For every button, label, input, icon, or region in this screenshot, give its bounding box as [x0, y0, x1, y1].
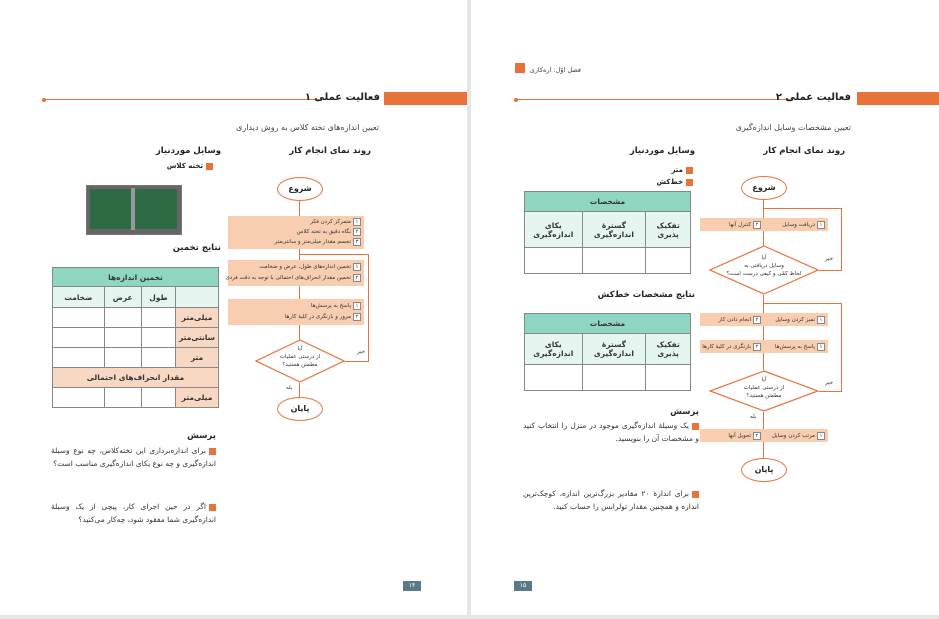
yes-label: بله	[286, 385, 293, 391]
results2-heading: نتایج مشخصات خط‌کش	[597, 290, 695, 300]
col-header: ضخامت	[53, 287, 105, 308]
table-header: تخمین اندازه‌ها	[53, 268, 219, 287]
specs-table-1	[524, 191, 691, 274]
chapter-label: فصل اوّل: اره‌کاری	[529, 66, 581, 74]
flow-start: شروع	[741, 176, 787, 200]
flow-box-1: ۱متمرکز کردن فکر ۲نگاه دقیق به تخته کلاس ۳تجسم مقدار میلی‌متر و سانتی‌متر	[228, 216, 364, 249]
title-bar	[384, 92, 467, 105]
bullet-icon	[692, 491, 699, 498]
decision-text: آیا از درستی عملیات مطمئن هستید؟	[279, 346, 321, 368]
questions-heading: پرسش	[187, 431, 216, 441]
row-header: میلی‌متر	[176, 388, 219, 408]
row-header: میلی‌متر	[176, 308, 219, 328]
col-header: یکای اندازه‌گیری	[525, 334, 583, 365]
col-header: تفکیک پذیری	[646, 212, 691, 248]
flow-row-4: ۱مرتب کردن وسایل ۲تحویل آنها	[700, 429, 828, 442]
flow-box-3: ۱پاسخ به پرسش‌ها ۲مرور و بازنگری در کلیهٔ کارها	[228, 299, 364, 325]
estimation-table	[52, 267, 219, 408]
tools-heading: وسایل موردنیاز	[155, 146, 221, 156]
question-2: اگر در حین اجرای کار، پیچی از یک وسیلهٔ اندازه‌گیری شما مفقود شود، چه‌کار می‌کنید؟	[51, 502, 216, 524]
row-header: متر	[176, 348, 219, 368]
tool-item: خط‌کش	[656, 178, 693, 186]
specs-table-2	[524, 313, 691, 391]
results-heading: نتایج تخمین	[172, 243, 221, 253]
left-page	[0, 0, 467, 615]
bullet-icon	[206, 163, 213, 170]
tool-item: تخته کلاس	[167, 162, 213, 170]
decision-1-text: آیا وسایل دریافتی به لحاظ کمّی و کیفی درست است؟	[726, 255, 802, 277]
yes-label: بله	[750, 414, 757, 420]
tools-heading: وسایل موردنیاز	[629, 146, 695, 156]
no-label: خیر	[357, 349, 366, 355]
col-header: عرض	[104, 287, 141, 308]
col-header: گسترهٔ اندازه‌گیری	[582, 212, 646, 248]
no-label: خیر	[825, 256, 834, 262]
flow-end: پایان	[741, 458, 787, 482]
flow-row-1: ۱دریافت وسایل ۲کنترل آنها	[700, 218, 828, 231]
question-2: برای اندازهٔ ۲۰ مقادیر بزرگ‌ترین اندازه، کوچک‌ترین اندازه و همچنین مقدار تولرانس را حساب کنید.	[523, 489, 699, 511]
col-header: طول	[141, 287, 175, 308]
bullet-icon	[209, 504, 216, 511]
page-number: ۱۵	[514, 581, 532, 591]
col-header: یکای اندازه‌گیری	[525, 212, 583, 248]
blackboard-image	[86, 185, 182, 235]
col-header: تفکیک پذیری	[646, 334, 691, 365]
decision-2-text: آیا از درستی عملیات مطمئن هستید؟	[743, 377, 785, 399]
questions-heading: پرسش	[670, 407, 699, 417]
flow-row-2: ۱تمیز کردن وسایل ۲انجام دادن کار	[700, 313, 828, 326]
title-rule	[44, 99, 326, 100]
activity-title: فعالیت عملی ۲	[775, 92, 851, 103]
deviation-header: مقدار انحراف‌های احتمالی	[53, 368, 219, 388]
question-1: یک وسیلهٔ اندازه‌گیری موجود در منزل را انتخاب کنید و مشخصات آن را بنویسید.	[523, 421, 699, 443]
col-header: گسترهٔ اندازه‌گیری	[582, 334, 646, 365]
table-header: مشخصات	[525, 192, 691, 212]
chapter-marker	[515, 63, 525, 73]
flow-box-2: ۱تخمین اندازه‌های طول، عرض و ضخامت ۲تخمین مقدار انحراف‌های احتمالی با توجه به دقت فردی	[228, 260, 364, 286]
activity-subtitle: تعیین اندازه‌های تخته کلاس به روش دیداری	[236, 123, 379, 132]
question-1: برای اندازه‌برداری این تخته‌کلاس، چه نوع وسیلهٔ اندازه‌گیری و چه نوع یکای اندازه‌گیری مناسب است؟	[51, 446, 216, 468]
activity-subtitle: تعیین مشخصات وسایل اندازه‌گیری	[735, 123, 851, 132]
no-label: خیر	[825, 380, 834, 386]
title-bar	[857, 92, 939, 105]
flow-row-3: ۱پاسخ به پرسش‌ها ۲بازنگری در کلیهٔ کارها	[700, 340, 828, 353]
flow-heading: روند نمای انجام کار	[763, 146, 845, 156]
right-page	[471, 0, 939, 615]
bullet-icon	[209, 448, 216, 455]
activity-title: فعالیت عملی ۱	[304, 92, 380, 103]
bullet-icon	[686, 167, 693, 174]
tool-item: متر	[671, 166, 693, 174]
table-header: مشخصات	[525, 314, 691, 334]
flow-start: شروع	[277, 177, 323, 201]
bullet-icon	[692, 423, 699, 430]
title-rule	[516, 99, 792, 100]
page-number: ۱۴	[403, 581, 421, 591]
flow-end: پایان	[277, 397, 323, 421]
bullet-icon	[686, 179, 693, 186]
row-header: سانتی‌متر	[176, 328, 219, 348]
flow-heading: روند نمای انجام کار	[289, 146, 371, 156]
